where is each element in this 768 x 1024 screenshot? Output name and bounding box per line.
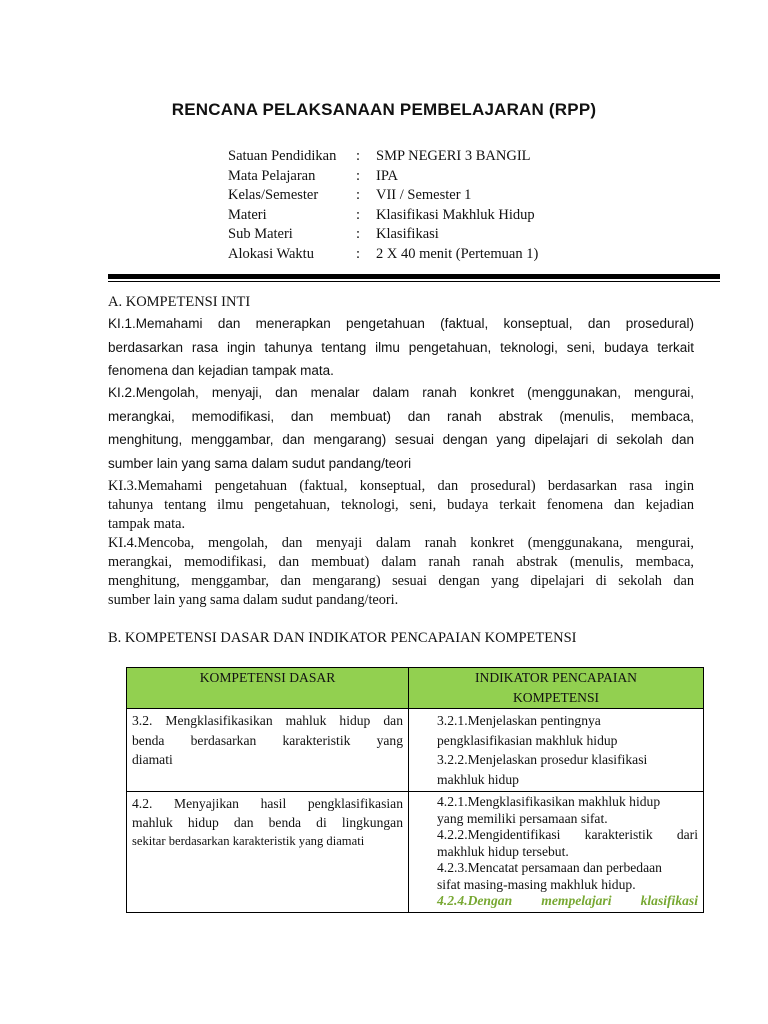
ki3-line: tahunya tentang ilmu pengetahuan, teknologi, seni, budaya terkait fenomena dan kejadian <box>108 497 694 513</box>
identity-value: VII / Semester 1 <box>376 187 472 203</box>
ki2-line: KI.2.Mengolah, menyaji, dan menalar dalam ranah konkret (menggunakan, mengurai, <box>108 385 694 400</box>
document-title: RENCANA PELAKSANAAN PEMBELAJARAN (RPP) <box>171 100 597 119</box>
thin-divider <box>108 281 720 282</box>
identity-key: Kelas/Semester <box>228 187 319 203</box>
identity-value: Klasifikasi Makhluk Hidup <box>376 206 535 223</box>
indicator-line: 4.2.4.Dengan mempelajari klasifikasi <box>437 893 698 908</box>
indicator-line: 3.2.1.Menjelaskan pentingnya <box>437 713 601 728</box>
kd-line: mahluk hidup dan benda di lingkungan <box>132 815 403 830</box>
col-header-kd: KOMPETENSI DASAR <box>127 668 409 709</box>
identity-sep: : <box>356 206 361 223</box>
identity-value: IPA <box>376 167 399 184</box>
ki1-line: fenomena dan kejadian tampak mata. <box>108 363 334 378</box>
ki4-line: sumber lain yang sama dalam sudut pandang/teori. <box>108 592 399 608</box>
table-row <box>127 792 704 913</box>
identity-row <box>228 225 538 245</box>
identity-row <box>228 147 538 167</box>
indicator-line: makhluk hidup tersebut. <box>437 843 569 859</box>
identity-row <box>228 186 538 206</box>
identity-sep: : <box>356 226 361 242</box>
indicator-cell <box>409 792 704 913</box>
identity-block <box>228 147 538 264</box>
ki1-line: berdasarkan rasa ingin tahunya tentang ilmu pengetahuan, teknologi, seni, budaya terkait <box>108 339 694 355</box>
kd-line: benda berdasarkan karakteristik yang <box>132 732 403 748</box>
col-header-indicator-line: KOMPETENSI <box>512 690 600 705</box>
identity-key: Mata Pelajaran <box>228 167 316 184</box>
kd-line: 4.2. Menyajikan hasil pengklasifikasian <box>132 796 403 811</box>
ki1-paragraph <box>108 312 694 383</box>
indicator-line: sifat masing-masing makhluk hidup. <box>437 876 636 892</box>
identity-sep: : <box>356 187 361 203</box>
competency-table <box>126 667 704 913</box>
indicator-line: 4.2.2.Mengidentifikasi karakteristik dari <box>437 827 698 842</box>
ki2-line: sumber lain yang sama dalam sudut pandang/teori <box>108 455 412 471</box>
ki4-paragraph <box>108 534 694 610</box>
ki4-line: merangkai, memodifikasi, dan membuat) dalam ranah ranah abstrak (menulis, membaca, <box>108 554 694 570</box>
indicator-line: 3.2.2.Menjelaskan prosedur klasifikasi <box>437 752 648 767</box>
kd-cell <box>127 709 409 792</box>
identity-key: Satuan Pendidikan <box>228 148 337 164</box>
table-header-row <box>127 668 704 709</box>
indicator-cell <box>409 709 704 792</box>
ki2-paragraph <box>108 381 694 475</box>
indicator-line: yang memiliki persamaan sifat. <box>437 810 608 826</box>
ki1-line: KI.1.Memahami dan menerapkan pengetahuan (faktual, konseptual, dan prosedural) <box>108 316 694 331</box>
identity-row <box>228 206 538 226</box>
identity-key: Materi <box>228 206 267 223</box>
ki2-line: menghitung, menggambar, dan mengarang) sesuai dengan yang dipelajari di sekolah dan <box>108 432 694 447</box>
kd-line: diamati <box>132 752 173 767</box>
identity-key: Sub Materi <box>228 226 293 242</box>
indicator-line: makhluk hidup <box>437 771 519 787</box>
indicator-line: 4.2.1.Mengklasifikasikan makhluk hidup <box>437 794 661 809</box>
identity-value: SMP NEGERI 3 BANGIL <box>376 148 531 164</box>
kd-line: sekitar berdasarkan karakteristik yang diamati <box>132 834 365 848</box>
table-row <box>127 709 704 792</box>
ki3-paragraph <box>108 477 694 534</box>
ki4-line: KI.4.Mencoba, mengolah, dan menyaji dalam ranah konkret (menggunakana, mengurai, <box>108 535 694 551</box>
identity-row <box>228 245 538 265</box>
identity-key: Alokasi Waktu <box>228 245 314 262</box>
identity-sep: : <box>356 148 361 164</box>
ki2-line: merangkai, memodifikasi, dan membuat) dan ranah abstrak (menulis, membaca, <box>108 408 694 424</box>
identity-value: 2 X 40 menit (Pertemuan 1) <box>376 245 539 262</box>
section-b-heading: B. KOMPETENSI DASAR DAN INDIKATOR PENCAPAIAN KOMPETENSI <box>108 630 577 646</box>
identity-sep: : <box>356 245 361 262</box>
kd-line: 3.2. Mengklasifikasikan mahluk hidup dan <box>132 713 403 728</box>
indicator-line: pengklasifikasian makhluk hidup <box>437 732 618 748</box>
identity-sep: : <box>356 167 361 184</box>
identity-value: Klasifikasi <box>376 226 439 242</box>
col-header-indicator <box>409 668 704 709</box>
ki3-line: KI.3.Memahami pengetahuan (faktual, konseptual, dan prosedural) berdasarkan rasa ingin <box>108 478 694 494</box>
thick-divider <box>108 274 720 279</box>
kd-cell <box>127 792 409 913</box>
section-a-heading: A. KOMPETENSI INTI <box>108 294 251 310</box>
col-header-indicator-line: INDIKATOR PENCAPAIAN <box>474 670 637 685</box>
ki3-line: tampak mata. <box>108 516 186 532</box>
indicator-line: 4.2.3.Mencatat persamaan dan perbedaan <box>437 860 662 875</box>
identity-row <box>228 167 538 187</box>
ki4-line: menghitung, menggambar, dan mengarang) sesuai dengan yang dipelajari di sekolah dan <box>108 573 694 589</box>
